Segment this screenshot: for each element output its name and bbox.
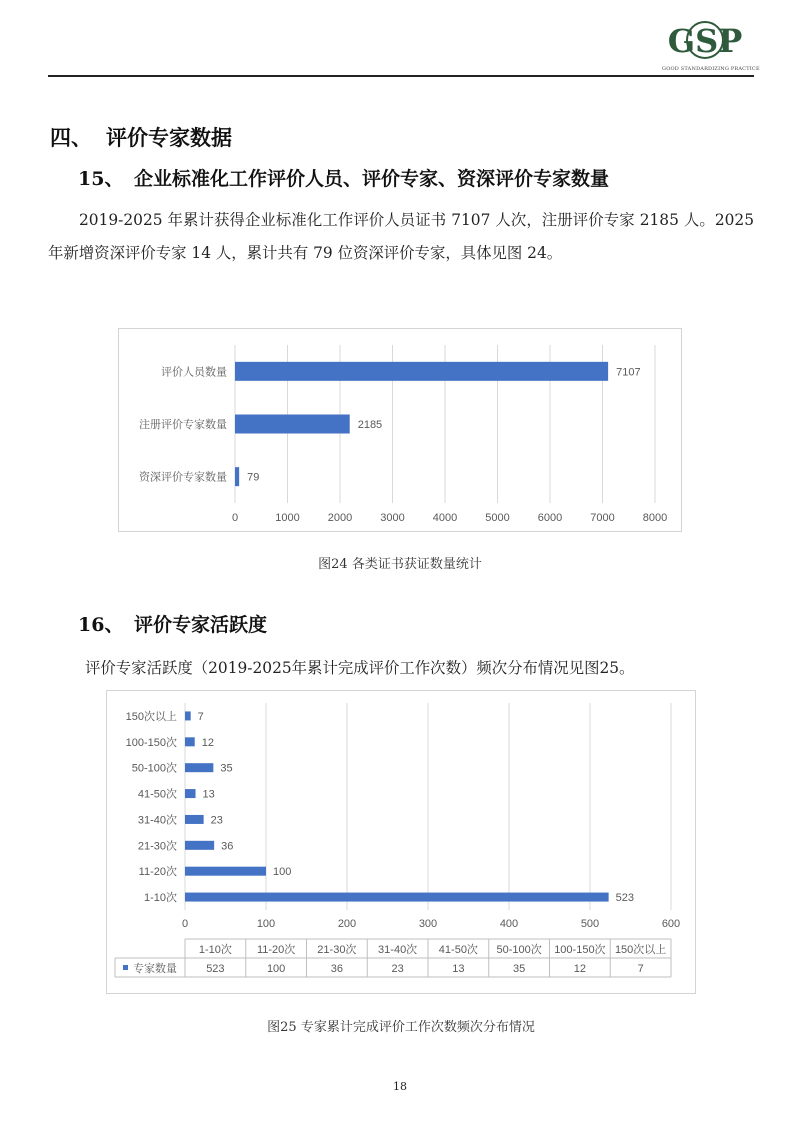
x-tick-label: 0 bbox=[231, 512, 239, 524]
x-tick-label: 200 bbox=[337, 918, 357, 930]
logo-text: GSP bbox=[667, 22, 743, 60]
table-cell: 12 bbox=[573, 963, 586, 975]
x-tick-label: 5000 bbox=[485, 512, 510, 524]
table-cell: 36 bbox=[330, 963, 343, 975]
table-header: 50-100次 bbox=[496, 944, 542, 956]
logo-subtitle: GOOD STANDARDIZING PRACTICE bbox=[662, 66, 760, 72]
bar bbox=[185, 763, 213, 772]
data-label: 79 bbox=[247, 471, 260, 484]
x-tick-label: 6000 bbox=[537, 512, 563, 524]
table-header: 11-20次 bbox=[256, 944, 296, 956]
bar bbox=[185, 893, 609, 902]
bar bbox=[235, 467, 239, 486]
x-tick-label: 600 bbox=[661, 918, 681, 930]
section-heading bbox=[50, 122, 232, 152]
x-tick-label: 500 bbox=[580, 918, 600, 930]
y-category-label: 50-100次 bbox=[131, 762, 177, 775]
data-label: 13 bbox=[202, 788, 215, 801]
data-label: 12 bbox=[201, 736, 214, 749]
y-category-label: 150次以上 bbox=[125, 710, 177, 723]
legend-swatch bbox=[123, 965, 128, 970]
section-title: 评价专家数据 bbox=[106, 126, 232, 150]
paragraph-16: 评价专家活跃度（2019-2025年累计完成评价工作次数）频次分布情况见图25。 bbox=[85, 659, 635, 677]
x-tick-label: 2000 bbox=[327, 512, 353, 524]
data-label: 100 bbox=[273, 866, 292, 879]
subsection-16-number: 16、 bbox=[78, 614, 124, 636]
section-number: 四、 bbox=[50, 126, 92, 150]
bar bbox=[185, 867, 266, 876]
subsection-16-title: 评价专家活跃度 bbox=[134, 614, 268, 636]
x-tick-label: 300 bbox=[418, 918, 438, 930]
subsection-15-title: 企业标准化工作评价人员、评价专家、资深评价专家数量 bbox=[134, 168, 610, 190]
subsection-15-heading bbox=[78, 164, 609, 191]
figure-24-caption: 图24 各类证书获证数量统计 bbox=[318, 557, 482, 572]
y-category-label: 31-40次 bbox=[137, 814, 177, 827]
x-tick-label: 4000 bbox=[432, 512, 458, 524]
y-category-label: 21-30次 bbox=[137, 840, 177, 853]
bar bbox=[235, 415, 350, 434]
header-rule bbox=[48, 75, 754, 77]
table-header: 21-30次 bbox=[317, 944, 357, 956]
table-cell: 523 bbox=[206, 963, 225, 975]
subsection-15-number: 15、 bbox=[78, 168, 124, 190]
table-cell: 13 bbox=[452, 963, 465, 975]
x-tick-label: 3000 bbox=[380, 512, 405, 524]
subsection-16-heading bbox=[78, 610, 267, 637]
paragraph-15: 2019-2025 年累计获得企业标准化工作评价人员证书 7107 人次，注册评价专家 2185 人。2025 年新增资深评价专家 14 人，累计共有 79 位资深评价专家，具体见图 24。 bbox=[48, 211, 754, 262]
table-header: 31-40次 bbox=[378, 944, 418, 956]
x-tick-label: 100 bbox=[256, 918, 276, 930]
x-tick-label: 400 bbox=[499, 918, 519, 930]
data-label: 7107 bbox=[616, 366, 641, 379]
legend-label: 专家数量 bbox=[133, 963, 177, 975]
y-category-label: 评价人员数量 bbox=[161, 366, 227, 379]
table-header: 41-50次 bbox=[438, 944, 478, 956]
x-tick-label: 0 bbox=[181, 918, 189, 930]
y-category-label: 11-20次 bbox=[138, 866, 177, 879]
table-header: 1-10次 bbox=[198, 944, 232, 956]
figure-24-chart bbox=[118, 328, 682, 532]
figure-25-chart bbox=[106, 690, 696, 994]
table-cell: 23 bbox=[391, 963, 404, 975]
bar bbox=[185, 737, 195, 746]
table-header: 150次以上 bbox=[614, 944, 667, 956]
data-label: 35 bbox=[220, 762, 233, 775]
table-cell: 35 bbox=[513, 963, 526, 975]
data-label: 23 bbox=[210, 814, 223, 827]
y-category-label: 1-10次 bbox=[143, 892, 177, 905]
bar bbox=[185, 841, 214, 850]
table-header: 100-150次 bbox=[554, 944, 606, 956]
table-cell: 100 bbox=[266, 963, 286, 975]
y-category-label: 资深评价专家数量 bbox=[139, 471, 227, 484]
bar bbox=[185, 789, 196, 798]
x-tick-label: 1000 bbox=[275, 512, 300, 524]
bar bbox=[235, 362, 608, 381]
y-category-label: 41-50次 bbox=[137, 788, 177, 801]
bar bbox=[185, 815, 204, 824]
table-cell: 7 bbox=[637, 963, 644, 975]
page-number: 18 bbox=[393, 1080, 407, 1093]
figure-24-svg bbox=[119, 329, 681, 531]
x-tick-label: 7000 bbox=[590, 512, 615, 524]
data-label: 7 bbox=[197, 710, 204, 723]
x-tick-label: 8000 bbox=[642, 512, 668, 524]
y-category-label: 注册评价专家数量 bbox=[139, 419, 227, 431]
figure-25-svg bbox=[107, 691, 695, 993]
bar bbox=[185, 711, 191, 720]
data-label: 2185 bbox=[357, 419, 383, 431]
gsp-logo-mark bbox=[662, 18, 748, 68]
data-label: 523 bbox=[615, 892, 634, 905]
figure-25-caption: 图25 专家累计完成评价工作次数频次分布情况 bbox=[267, 1020, 535, 1035]
y-category-label: 100-150次 bbox=[125, 736, 177, 749]
data-label: 36 bbox=[221, 840, 234, 853]
